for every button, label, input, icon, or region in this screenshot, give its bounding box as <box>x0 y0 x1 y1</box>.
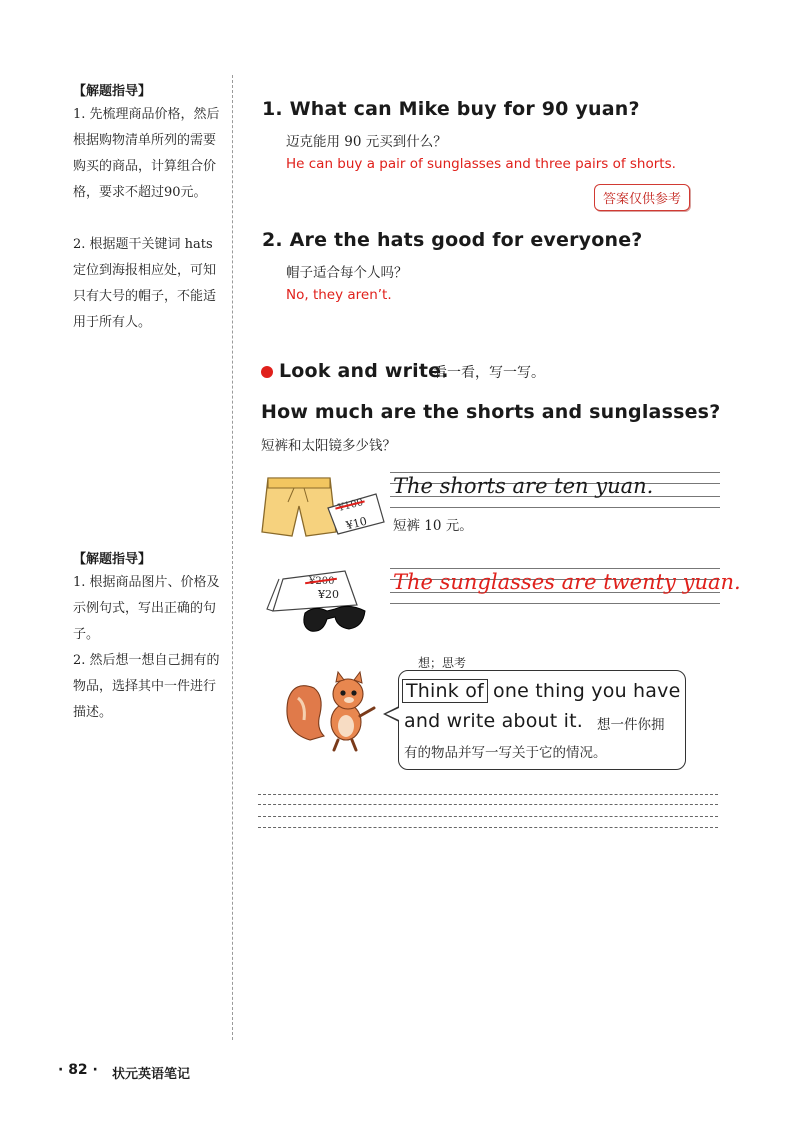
section-bullet-icon <box>261 366 273 378</box>
tip-2-paragraph-2: 2. 然后想一想自己拥有的物品，选择其中一件进行描述。 <box>73 653 220 720</box>
speech-bubble-tail-fill <box>386 708 399 720</box>
tip-1-paragraph-2: 2. 根据题干关键词 hats 定位到海报相应处，可知只有大号的帽子，不能适用于所有人。 <box>73 237 217 330</box>
think-line-1: one thing you have <box>493 680 681 702</box>
shorts-illustration <box>258 470 388 545</box>
shorts-old-price: ¥100 <box>337 497 365 514</box>
section-question: How much are the shorts and sunglasses? <box>261 401 721 423</box>
think-cn-line-3: 有的物品并写一写关于它的情况。 <box>404 745 607 761</box>
section-title: Look and write. <box>279 360 449 382</box>
think-cn-inline: 想一件你拥 <box>597 717 665 733</box>
squirrel-illustration <box>280 670 380 755</box>
shorts-sentence-cn: 短裤 10 元。 <box>393 518 473 534</box>
shorts-new-price: ¥10 <box>344 514 369 533</box>
column-divider <box>232 75 233 1040</box>
book-title: 状元英语笔记 <box>112 1067 191 1082</box>
answer-line-4[interactable] <box>258 827 718 828</box>
tip-title-2: 【解题指导】 <box>73 552 152 567</box>
answer-line-3[interactable] <box>258 816 718 817</box>
section-title-cn: 看一看，写一写。 <box>433 365 545 381</box>
question-1-answer: He can buy a pair of sunglasses and three pairs of shorts. <box>286 156 676 172</box>
sunglasses-old-price: ¥200 <box>309 576 335 587</box>
page-number: · 82 · <box>58 1062 98 1078</box>
sunglasses-new-price: ¥20 <box>318 588 339 601</box>
shorts-sentence: The shorts are ten yuan. <box>393 474 654 498</box>
think-line-2: and write about it. <box>404 710 584 732</box>
tip-1-paragraph-1: 1. 先梳理商品价格，然后根据购物清单所列的需要购买的商品，计算组合价格，要求不超过90元。 <box>73 107 220 200</box>
think-gloss: 想；思考 <box>418 656 467 670</box>
question-2: 2. Are the hats good for everyone? <box>262 229 643 251</box>
tip-2-paragraph-1: 1. 根据商品图片、价格及示例句式，写出正确的句子。 <box>73 575 220 642</box>
sunglasses-sentence: The sunglasses are twenty yuan. <box>393 570 741 594</box>
section-question-cn: 短裤和太阳镜多少钱？ <box>261 438 396 454</box>
question-2-cn: 帽子适合每个人吗？ <box>286 265 408 281</box>
question-2-answer: No, they aren’t. <box>286 287 392 303</box>
tip-title-1: 【解题指导】 <box>73 84 152 99</box>
reference-answer-badge: 答案仅供参考 <box>594 184 690 211</box>
answer-line-2[interactable] <box>258 804 718 805</box>
question-1-cn: 迈克能用 90 元买到什么？ <box>286 134 447 150</box>
question-1: 1. What can Mike buy for 90 yuan? <box>262 98 640 120</box>
answer-line-1[interactable] <box>258 794 718 795</box>
think-of-boxed: Think of <box>402 679 488 703</box>
